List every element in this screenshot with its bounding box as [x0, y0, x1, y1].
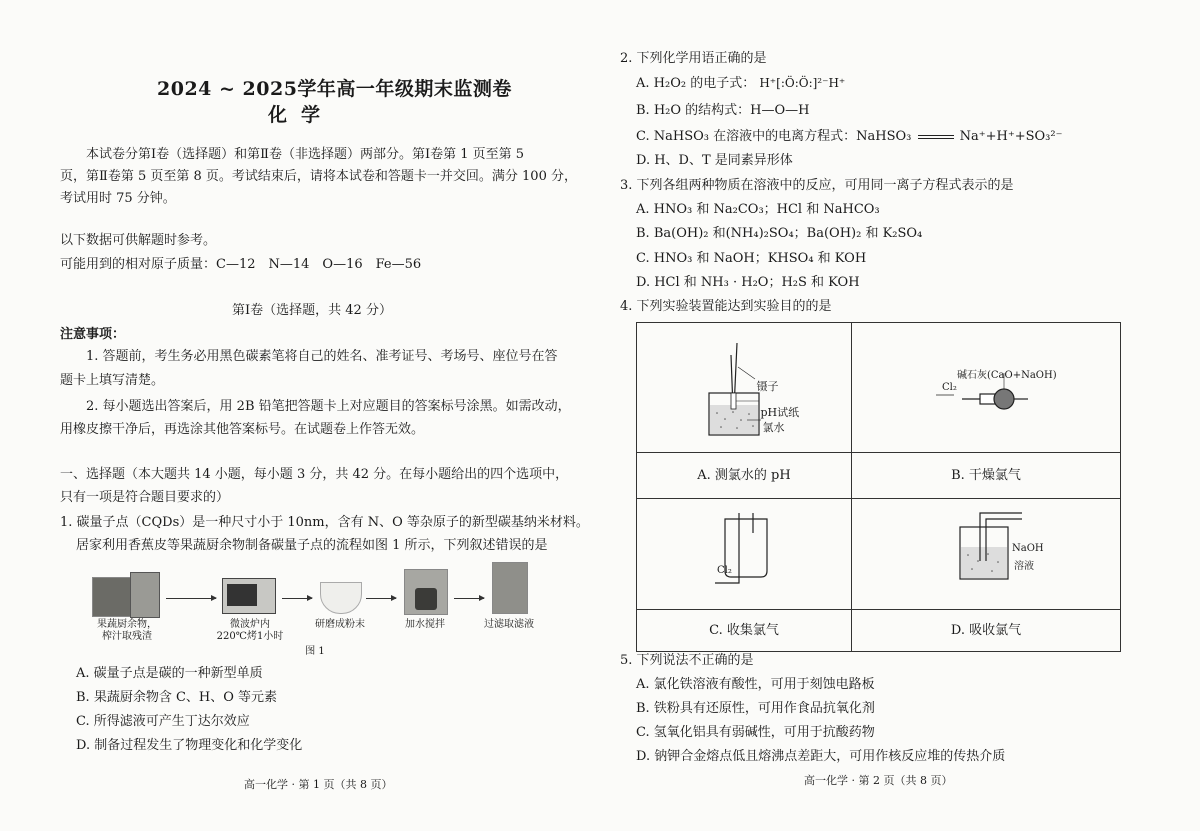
q1-option-d: D. 制备过程发生了物理变化和化学变化 — [76, 738, 303, 753]
q4-cell-c-figure — [637, 499, 852, 610]
q2-option-b: B. H₂O 的结构式：H—O—H — [636, 103, 810, 118]
intro-line-3: 考试用时 75 分钟。 — [60, 191, 176, 206]
chlorine-water-label: 氯水 — [762, 420, 785, 434]
q5-option-d: D. 钠钾合金熔点低且熔沸点差距大，可用作核反应堆的传热介质 — [636, 749, 1006, 764]
page-1-footer: 高一化学 · 第 1 页（共 8 页） — [244, 778, 393, 791]
note-2-line-2: 用橡皮擦干净后，再选涂其他答案标号。在试题卷上作答无效。 — [60, 422, 425, 437]
q5-option-c: C. 氢氧化铝具有弱碱性，可用于抗酸药物 — [636, 725, 875, 740]
q1-option-c: C. 所得滤液可产生丁达尔效应 — [76, 714, 250, 729]
q4-cell-b-figure — [852, 323, 1121, 453]
q5-option-b: B. 铁粉具有还原性，可用作食品抗氧化剂 — [636, 701, 875, 716]
tweezers-label: 镊子 — [756, 379, 779, 393]
flow-arrow-2 — [282, 598, 312, 599]
h2o2-electron-formula-icon: H⁺[:Ö:Ö:]²⁻H⁺ — [759, 76, 846, 90]
intro-line-1: 本试卷分第Ⅰ卷（选择题）和第Ⅱ卷（非选择题）两部分。第Ⅰ卷第 1 页至第 5 — [86, 147, 525, 162]
step-4-label: 加水搅拌 — [405, 619, 445, 630]
q3-stem: 3. 下列各组两种物质在溶液中的反应，可用同一离子方程式表示的是 — [620, 178, 1014, 193]
note-1-line-1: 1. 答题前，考生务必用黑色碳素笔将自己的姓名、准考证号、考场号、座位号在答 — [86, 349, 558, 364]
ph-paper-label: pH试纸 — [760, 405, 800, 419]
flow-arrow-3 — [366, 598, 396, 599]
cl2-label-b: Cl₂ — [942, 382, 957, 393]
flow-arrow-1 — [166, 598, 216, 599]
intro-line-2: 页，第Ⅱ卷第 5 页至第 8 页。考试结束后，请将本试卷和答题卡一并交回。满分 100 分， — [60, 169, 577, 184]
filtrate-photo — [492, 562, 528, 614]
figure-1-caption: 图 1 — [305, 646, 325, 657]
q3-option-d: D. HCl 和 NH₃ · H₂O；H₂S 和 KOH — [636, 275, 860, 290]
q1-option-b: B. 果蔬厨余物含 C、H、O 等元素 — [76, 690, 278, 705]
equals-arrow-icon — [918, 135, 954, 139]
q5-stem: 5. 下列说法不正确的是 — [620, 653, 754, 668]
cl2-label-c: Cl₂ — [717, 565, 732, 576]
reference-line-1: 以下数据可供解题时参考。 — [60, 233, 217, 248]
notes-title: 注意事项： — [60, 327, 126, 342]
reference-line-2: 可能用到的相对原子质量：C—12 N—14 O—16 Fe—56 — [60, 257, 422, 272]
q3-option-c: C. HNO₃ 和 NaOH；KHSO₄ 和 KOH — [636, 251, 867, 266]
flow-arrow-4 — [454, 598, 484, 599]
page-2-footer: 高一化学 · 第 2 页（共 8 页） — [804, 774, 953, 787]
stirring-photo — [404, 569, 448, 615]
q4-option-d: D. 吸收氯气 — [852, 610, 1121, 652]
subject-title: 化学 — [268, 104, 335, 126]
naoh-label: NaOH — [1012, 543, 1044, 554]
q4-cell-a-figure — [637, 323, 852, 453]
q1-stem-line-1: 1. 碳量子点（CQDs）是一种尺寸小于 10nm，含有 N、O 等杂原子的新型碳基纳米材料。 — [60, 515, 589, 530]
q4-option-a: A. 测氯水的 pH — [637, 453, 852, 499]
step-5-label: 过滤取滤液 — [484, 619, 534, 630]
soda-lime-label: 碱石灰(CaO+NaOH) — [957, 370, 1057, 381]
q2-option-a: A. H₂O₂ 的电子式： H⁺[:Ö:Ö:]²⁻H⁺ — [636, 76, 846, 91]
q3-option-b: B. Ba(OH)₂ 和(NH₄)₂SO₄；Ba(OH)₂ 和 K₂SO₄ — [636, 226, 923, 241]
q4-option-c: C. 收集氯气 — [637, 610, 852, 652]
q1-option-a: A. 碳量子点是碳的一种新型单质 — [76, 666, 263, 681]
q4-stem: 4. 下列实验装置能达到实验目的的是 — [620, 299, 832, 314]
note-1-line-2: 题卡上填写清楚。 — [60, 373, 165, 388]
step-1-label: 果蔬厨余物， 榨汁取残渣 — [97, 619, 157, 642]
section-1-title: 第Ⅰ卷（选择题，共 42 分） — [232, 303, 392, 318]
step-2-label: 微波炉内 220℃烤1小时 — [216, 619, 284, 642]
q3-option-a: A. HNO₃ 和 Na₂CO₃；HCl 和 NaHCO₃ — [636, 202, 880, 217]
q2-option-d: D. H、D、T 是同素异形体 — [636, 153, 793, 168]
solution-label: 溶液 — [1014, 561, 1034, 572]
part-1-line-1: 一、选择题（本大题共 14 小题，每小题 3 分，共 42 分。在每小题给出的四个选项中， — [60, 467, 569, 482]
food-waste-photo — [92, 577, 134, 617]
microwave-photo — [222, 578, 276, 614]
ph-test-apparatus-icon — [637, 323, 851, 448]
exam-title: 2024 ~ 2025学年高一年级期末监测卷 — [157, 78, 512, 100]
q4-option-b: B. 干燥氯气 — [852, 453, 1121, 499]
q1-stem-line-2: 居家利用香蕉皮等果蔬厨余物制备碳量子点的流程如图 1 所示，下列叙述错误的是 — [76, 538, 548, 553]
gas-collection-bottle-icon — [637, 499, 851, 605]
q5-option-a: A. 氯化铁溶液有酸性，可用于刻蚀电路板 — [636, 677, 875, 692]
part-1-line-2: 只有一项是符合题目要求的） — [60, 490, 230, 505]
q4-apparatus-table — [636, 322, 1121, 652]
q4-cell-d-figure — [852, 499, 1121, 610]
note-2-line-1: 2. 每小题选出答案后，用 2B 铅笔把答题卡上对应题目的答案标号涂黑。如需改动， — [86, 399, 571, 414]
juicer-photo — [130, 572, 160, 618]
page-2 — [600, 0, 1200, 831]
drying-tube-icon — [852, 323, 1120, 448]
q2-stem: 2. 下列化学用语正确的是 — [620, 51, 767, 66]
step-3-label: 研磨成粉末 — [315, 619, 365, 630]
absorption-beaker-icon — [852, 499, 1120, 605]
q2-option-c: C. NaHSO₃ 在溶液中的电离方程式：NaHSO₃ Na⁺+H⁺+SO₃²⁻ — [636, 129, 1063, 144]
mortar-photo — [320, 582, 362, 614]
